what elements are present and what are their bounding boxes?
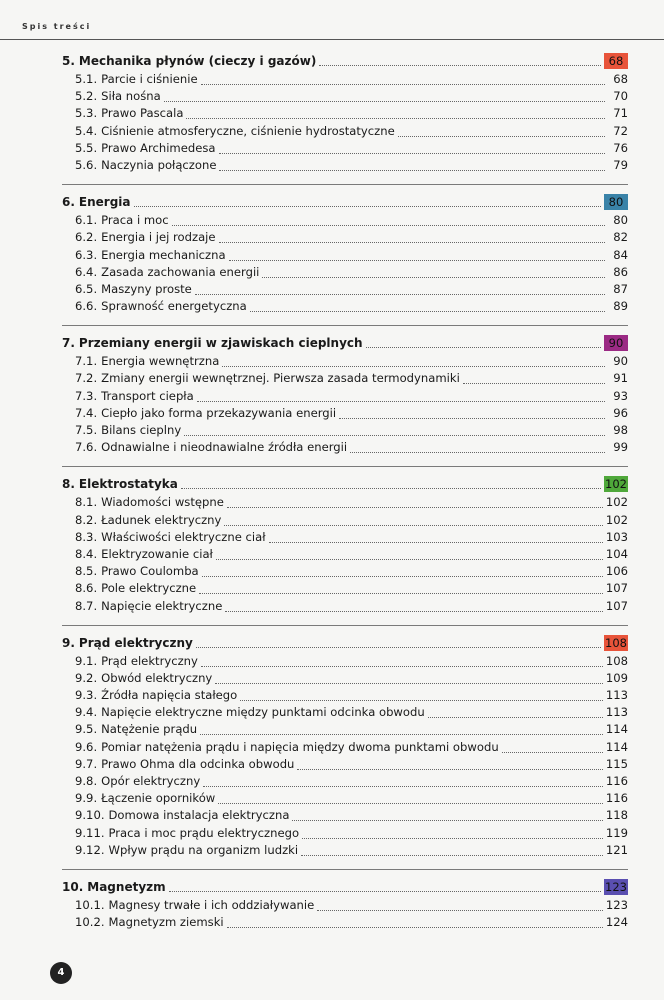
section-number: 9.11. (75, 825, 105, 840)
chapter-page-badge: 90 (604, 335, 628, 351)
dot-leader (398, 124, 605, 137)
header-title: Spis treści (22, 22, 92, 31)
section-title: Naczynia połączone (101, 157, 217, 172)
section-page: 71 (613, 106, 628, 121)
section-title: Napięcie elektryczne między punktami odcinka obwodu (101, 705, 425, 720)
chapter-title: Prąd elektryczny (78, 635, 193, 650)
section-row[interactable] (62, 687, 628, 704)
dot-leader (269, 530, 603, 543)
table-of-contents (62, 52, 628, 949)
section-number: 8.7. (75, 598, 98, 613)
chapter-title: Przemiany energii w zjawiskach cieplnych (78, 336, 363, 351)
dot-leader (181, 476, 601, 489)
section-page: 115 (605, 756, 628, 771)
section-number: 8.1. (75, 495, 98, 510)
dot-leader (222, 354, 605, 367)
section-page: 121 (605, 842, 628, 857)
chapter-title: Energia (78, 195, 131, 210)
section-row[interactable] (62, 212, 628, 229)
dot-leader (339, 406, 605, 419)
section-title: Opór elektryczny (101, 774, 201, 788)
section-row[interactable] (62, 247, 628, 264)
section-number: 7.4. (75, 405, 98, 420)
chapter-row[interactable] (62, 634, 628, 653)
header-rule (0, 39, 664, 40)
section-row[interactable] (62, 229, 628, 246)
chapter-block (62, 193, 628, 326)
section-page: 123 (605, 897, 628, 912)
chapter-row[interactable] (62, 334, 628, 353)
section-title: Prawo Coulomba (101, 564, 199, 579)
section-title: Elektryzowanie ciał (101, 546, 213, 561)
section-number: 5.3. (75, 106, 98, 121)
section-number: 6.5. (75, 281, 98, 296)
section-number: 6.4. (75, 264, 98, 279)
section-title: Energia wewnętrzna (101, 354, 220, 369)
chapter-number: 10. (62, 879, 84, 894)
section-number: 9.2. (75, 670, 98, 685)
section-page: 87 (613, 281, 628, 296)
dot-leader (218, 791, 603, 804)
section-row[interactable] (62, 353, 628, 370)
chapter-row[interactable] (62, 475, 628, 494)
section-title: Zasada zachowania energii (101, 264, 260, 279)
section-number: 5.2. (75, 89, 98, 104)
dot-leader (502, 740, 603, 753)
section-page: 79 (613, 157, 628, 172)
section-number: 8.3. (75, 529, 98, 544)
section-row[interactable] (62, 298, 628, 315)
dot-leader (202, 564, 603, 577)
section-page: 99 (613, 440, 628, 455)
section-title: Pole elektryczne (101, 581, 197, 596)
chapter-block (62, 878, 628, 941)
section-title: Obwód elektryczny (101, 670, 213, 685)
section-number: 9.6. (75, 739, 98, 754)
section-page: 113 (605, 688, 628, 703)
dot-leader (463, 371, 605, 384)
section-title: Parcie i ciśnienie (101, 72, 198, 86)
section-number: 8.2. (75, 512, 98, 527)
section-row[interactable] (62, 105, 628, 122)
chapter-page-badge: 102 (605, 477, 627, 492)
section-row[interactable] (62, 807, 628, 824)
section-number: 7.3. (75, 388, 98, 403)
dot-leader (292, 808, 602, 821)
dot-leader (200, 722, 603, 735)
section-row[interactable] (62, 281, 628, 298)
section-title: Źródła napięcia stałego (101, 688, 238, 703)
dot-leader (428, 705, 603, 718)
dot-leader (201, 654, 603, 667)
section-title: Ładunek elektryczny (101, 512, 222, 527)
section-title: Siła nośna (101, 89, 161, 104)
section-row[interactable] (62, 897, 628, 914)
section-number: 7.1. (75, 354, 98, 369)
section-title: Energia i jej rodzaje (101, 230, 216, 245)
section-page: 68 (613, 72, 628, 86)
section-number: 6.3. (75, 247, 98, 262)
chapter-block (62, 475, 628, 625)
section-number: 5.4. (75, 123, 98, 138)
section-number: 9.4. (75, 705, 98, 720)
section-number: 8.4. (75, 546, 98, 561)
section-number: 6.1. (75, 213, 98, 228)
section-row[interactable] (62, 842, 628, 859)
section-row[interactable] (62, 140, 628, 157)
dot-leader (169, 879, 601, 892)
section-number: 9.8. (75, 774, 98, 788)
section-title: Prawo Archimedesa (101, 140, 216, 155)
section-number: 7.6. (75, 440, 98, 455)
section-title: Ciśnienie atmosferyczne, ciśnienie hydrostatyczne (101, 123, 395, 138)
section-row[interactable] (62, 704, 628, 721)
section-number: 9.10. (75, 808, 105, 823)
section-number: 9.9. (75, 791, 98, 806)
section-row[interactable] (62, 825, 628, 842)
section-page: 84 (613, 247, 628, 262)
dot-leader (297, 757, 602, 770)
section-row[interactable] (62, 790, 628, 807)
section-row[interactable] (62, 123, 628, 140)
chapter-number: 6. (62, 195, 75, 210)
section-title: Ciepło jako forma przekazywania energii (101, 405, 337, 420)
chapter-row[interactable] (62, 193, 628, 212)
section-number: 10.2. (75, 915, 105, 930)
section-page: 116 (605, 774, 628, 788)
section-row[interactable] (62, 370, 628, 387)
section-row[interactable] (62, 653, 628, 670)
section-title: Prąd elektryczny (101, 653, 198, 668)
dot-leader (164, 89, 605, 102)
section-row[interactable] (62, 494, 628, 511)
section-row[interactable] (62, 914, 628, 931)
dot-leader (317, 898, 603, 911)
section-row[interactable] (62, 512, 628, 529)
section-page: 72 (613, 123, 628, 138)
dot-leader (172, 213, 605, 226)
section-row[interactable] (62, 264, 628, 281)
section-title: Domowa instalacja elektryczna (108, 808, 290, 823)
dot-leader (219, 158, 605, 171)
dot-leader (199, 581, 603, 594)
dot-leader (301, 843, 603, 856)
section-page: 96 (613, 405, 628, 420)
section-page: 102 (605, 495, 628, 510)
chapter-block (62, 52, 628, 185)
chapter-page-badge: 123 (605, 879, 627, 894)
dot-leader (240, 688, 603, 701)
dot-leader (229, 248, 605, 261)
chapter-row[interactable] (62, 878, 628, 897)
dot-leader (216, 547, 603, 560)
section-title: Praca i moc prądu elektrycznego (108, 825, 300, 840)
section-title: Napięcie elektryczne (101, 598, 223, 613)
dot-leader (319, 53, 601, 66)
section-title: Transport ciepła (101, 388, 194, 403)
section-row[interactable] (62, 721, 628, 738)
section-page: 91 (613, 371, 628, 386)
section-row[interactable] (62, 598, 628, 615)
section-page: 102 (605, 512, 628, 527)
section-number: 6.6. (75, 299, 98, 314)
section-number: 9.7. (75, 756, 98, 771)
section-number: 6.2. (75, 230, 98, 245)
dot-leader (134, 194, 601, 207)
dot-leader (219, 230, 605, 243)
dot-leader (219, 141, 606, 154)
section-page: 80 (613, 213, 628, 228)
chapter-block (62, 634, 628, 870)
section-number: 7.2. (75, 371, 98, 386)
section-row[interactable] (62, 405, 628, 422)
section-title: Prawo Pascala (101, 106, 184, 121)
section-page: 108 (605, 653, 628, 668)
dot-leader (195, 282, 605, 295)
dot-leader (201, 72, 605, 85)
chapter-row[interactable] (62, 52, 628, 71)
section-title: Sprawność energetyczna (101, 299, 247, 314)
section-row[interactable] (62, 388, 628, 405)
section-row[interactable] (62, 739, 628, 756)
chapter-block (62, 334, 628, 467)
section-page: 93 (613, 388, 628, 403)
chapter-page-badge: 68 (604, 53, 628, 69)
section-number: 5.5. (75, 140, 98, 155)
section-page: 70 (613, 89, 628, 104)
section-title: Magnesy trwałe i ich oddziaływanie (108, 897, 315, 912)
section-page: 104 (605, 546, 628, 561)
section-title: Natężenie prądu (101, 722, 198, 737)
section-page: 76 (613, 140, 628, 155)
section-row[interactable] (62, 529, 628, 546)
section-row[interactable] (62, 71, 628, 88)
section-page: 109 (605, 670, 628, 685)
section-row[interactable] (62, 439, 628, 456)
section-page: 103 (605, 529, 628, 544)
section-number: 9.5. (75, 722, 98, 737)
section-title: Pomiar natężenia prądu i napięcia między dwoma punktami obwodu (101, 739, 499, 754)
section-row[interactable] (62, 88, 628, 105)
section-number: 8.5. (75, 564, 98, 579)
section-title: Energia mechaniczna (101, 247, 226, 262)
chapter-page-badge: 80 (604, 194, 628, 210)
section-number: 7.5. (75, 423, 98, 437)
dot-leader (225, 599, 603, 612)
dot-leader (215, 671, 603, 684)
section-title: Magnetyzm ziemski (108, 915, 224, 930)
section-title: Praca i moc (101, 213, 169, 228)
dot-leader (250, 299, 605, 312)
dot-leader (366, 335, 601, 348)
section-title: Właściwości elektryczne ciał (101, 529, 266, 544)
section-row[interactable] (62, 563, 628, 580)
section-row[interactable] (62, 756, 628, 773)
chapter-number: 5. (62, 54, 75, 68)
chapter-number: 7. (62, 336, 75, 351)
page-number: 4 (50, 962, 72, 984)
section-number: 5.1. (75, 72, 98, 86)
section-page: 107 (605, 598, 628, 613)
dot-leader (184, 423, 605, 436)
dot-leader (302, 826, 603, 839)
section-title: Odnawialne i nieodnawialne źródła energii (101, 440, 348, 455)
section-title: Prawo Ohma dla odcinka obwodu (101, 756, 295, 771)
chapter-title: Mechanika płynów (cieczy i gazów) (78, 54, 317, 68)
dot-leader (197, 389, 605, 402)
dot-leader (203, 774, 603, 787)
dot-leader (196, 635, 601, 648)
dot-leader (224, 513, 602, 526)
chapter-number: 8. (62, 477, 75, 492)
section-number: 9.3. (75, 688, 98, 703)
section-row[interactable] (62, 580, 628, 597)
section-page: 116 (605, 791, 628, 806)
section-title: Bilans cieplny (101, 423, 182, 437)
section-number: 9.1. (75, 653, 98, 668)
section-page: 89 (613, 299, 628, 314)
chapter-title: Magnetyzm (87, 879, 166, 894)
dot-leader (227, 915, 603, 928)
dot-leader (350, 440, 605, 453)
section-title: Maszyny proste (101, 281, 192, 296)
section-title: Łączenie oporników (101, 791, 216, 806)
section-page: 113 (605, 705, 628, 720)
section-page: 114 (605, 739, 628, 754)
section-number: 8.6. (75, 581, 98, 596)
dot-leader (186, 106, 605, 119)
section-page: 114 (605, 722, 628, 737)
chapter-page-badge: 108 (605, 635, 627, 650)
section-row[interactable] (62, 546, 628, 563)
dot-leader (262, 265, 605, 278)
section-title: Zmiany energii wewnętrznej. Pierwsza zasada termodynamiki (101, 371, 460, 386)
dot-leader (227, 495, 603, 508)
section-page: 124 (605, 915, 628, 930)
section-title: Wiadomości wstępne (101, 495, 224, 510)
section-number: 9.12. (75, 842, 105, 857)
section-page: 106 (605, 564, 628, 579)
section-page: 119 (605, 825, 628, 840)
section-row[interactable] (62, 422, 628, 439)
section-page: 82 (613, 230, 628, 245)
section-number: 10.1. (75, 897, 105, 912)
section-row[interactable] (62, 670, 628, 687)
section-number: 5.6. (75, 157, 98, 172)
chapter-title: Elektrostatyka (78, 477, 178, 492)
section-page: 98 (613, 423, 628, 437)
section-page: 86 (613, 264, 628, 279)
section-page: 90 (613, 354, 628, 369)
section-page: 107 (605, 581, 628, 596)
section-title: Wpływ prądu na organizm ludzki (108, 842, 299, 857)
chapter-number: 9. (62, 635, 75, 650)
section-page: 118 (605, 808, 628, 823)
section-row[interactable] (62, 157, 628, 174)
section-row[interactable] (62, 773, 628, 790)
